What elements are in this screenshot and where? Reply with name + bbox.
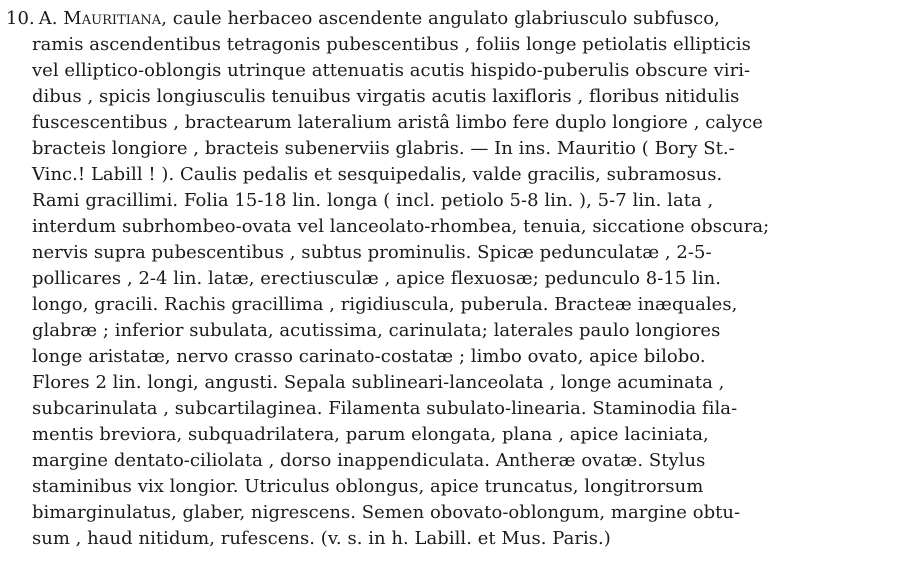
- text-line: , caule herbaceo ascendente angulato glabriusculo subfusco,: [161, 8, 720, 29]
- text-line: bracteis longiore , bracteis subenerviis glabris. — In ins. Mauritio ( Bory St.-: [31, 138, 735, 159]
- entry-heading-line: [6, 6, 896, 32]
- text-line: mentis breviora, subquadrilatera, parum elongata, plana , apice laciniata,: [31, 424, 709, 445]
- text-line: longe aristatæ, nervo crasso carinato-costatæ ; limbo ovato, apice bilobo.: [31, 346, 706, 367]
- text-line: interdum subrhombeo-ovata vel lanceolato-rhombea, tenuia, siccatione obscura;: [31, 216, 770, 237]
- text-line: nervis supra pubescentibus , subtus prominulis. Spicæ pedunculatæ , 2-5-: [31, 242, 712, 263]
- text-line: vel elliptico-oblongis utrinque attenuatis acutis hispido-puberulis obscure viri-: [31, 60, 751, 81]
- text-line: margine dentato-ciliolata , dorso inappendiculata. Antheræ ovatæ. Stylus: [31, 450, 706, 471]
- text-line: Flores 2 lin. longi, angusti. Sepala sublineari-lanceolata , longe acuminata ,: [31, 372, 725, 393]
- species-name: Mauritiana: [63, 8, 162, 29]
- text-line: ramis ascendentibus tetragonis pubescentibus , foliis longe petiolatis ellipticis: [31, 34, 751, 55]
- text-line: subcarinulata , subcartilaginea. Filamenta subulato-linearia. Staminodia fila-: [31, 398, 738, 419]
- text-line: fuscescentibus , bractearum lateralium aristâ limbo fere duplo longiore , calyce: [31, 112, 763, 133]
- species-description: [6, 6, 898, 552]
- text-line: pollicares , 2-4 lin. latæ, erectiusculæ , apice flexuosæ; pedunculo 8-15 lin.: [31, 268, 722, 289]
- text-line: glabræ ; inferior subulata, acutissima, carinulata; laterales paulo longiores: [31, 320, 721, 341]
- text-line: sum , haud nitidum, rufescens. (v. s. in h. Labill. et Mus. Paris.): [31, 528, 611, 549]
- text-line: staminibus vix longior. Utriculus oblongus, apice truncatus, longitrorsum: [31, 476, 704, 497]
- entry-number: 10.: [6, 8, 35, 29]
- text-line: bimarginulatus, glaber, nigrescens. Semen obovato-oblongum, margine obtu-: [31, 502, 741, 523]
- text-line: Rami gracillimi. Folia 15-18 lin. longa ( incl. petiolo 5-8 lin. ), 5-7 lin. lata ,: [31, 190, 714, 211]
- text-line: longo, gracili. Rachis gracillima , rigidiuscula, puberula. Bracteæ inæquales,: [31, 294, 738, 315]
- text-line: Vinc.! Labill ! ). Caulis pedalis et sesquipedalis, valde gracilis, subramosus.: [31, 164, 723, 185]
- text-line: dibus , spicis longiusculis tenuibus virgatis acutis laxifloris , floribus nitidulis: [31, 86, 740, 107]
- genus-abbrev: A.: [38, 8, 58, 29]
